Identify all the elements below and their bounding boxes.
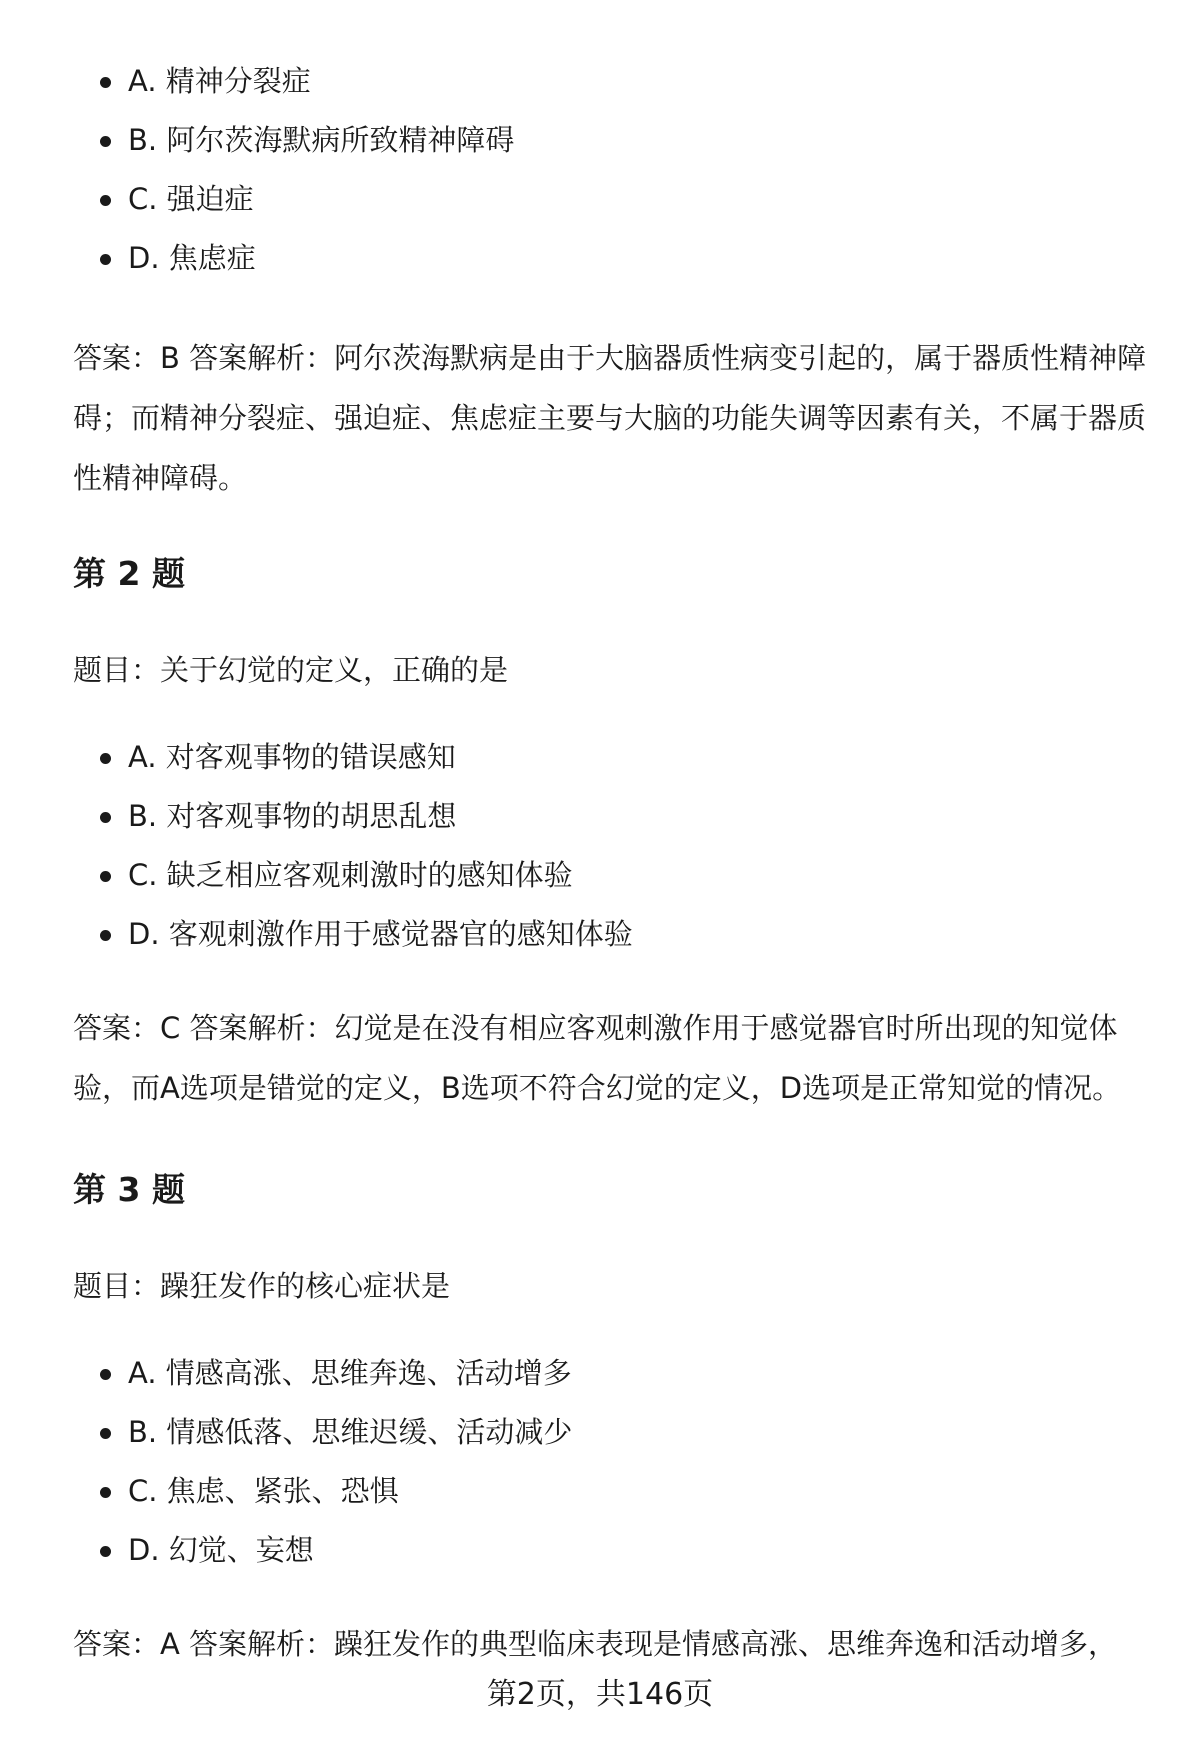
bullet-icon	[100, 77, 111, 88]
option-text: B. 阿尔茨海默病所致精神障碍	[128, 123, 515, 157]
option-item	[73, 1462, 1148, 1521]
option-text: A. 对客观事物的错误感知	[128, 740, 456, 774]
option-text: C. 强迫症	[128, 182, 254, 216]
bullet-icon	[100, 871, 111, 882]
bullet-icon	[100, 1369, 111, 1380]
bullet-icon	[100, 1487, 111, 1498]
option-text: D. 幻觉、妄想	[128, 1533, 314, 1567]
option-item	[73, 728, 1148, 787]
option-text: A. 情感高涨、思维奔逸、活动增多	[128, 1356, 572, 1390]
option-item	[73, 170, 1148, 229]
question-2-block	[73, 728, 1148, 964]
option-text: B. 情感低落、思维迟缓、活动减少	[128, 1415, 573, 1449]
question-2-options	[73, 728, 1148, 964]
question-3-stem: 题目：躁狂发作的核心症状是	[73, 1269, 451, 1303]
question-3-heading: 第 3 题	[73, 1170, 185, 1209]
bullet-icon	[100, 1428, 111, 1439]
bullet-icon	[100, 753, 111, 764]
option-item	[73, 52, 1148, 111]
option-text: D. 客观刺激作用于感觉器官的感知体验	[128, 917, 633, 951]
bullet-icon	[100, 1546, 111, 1557]
page-footer: 第2页，共146页	[486, 1677, 714, 1712]
option-text: B. 对客观事物的胡思乱想	[128, 799, 457, 833]
option-item	[73, 1521, 1148, 1580]
question-3-answer: 答案：A 答案解析：躁狂发作的典型临床表现是情感高涨、思维奔逸和活动增多，	[73, 1627, 1118, 1661]
question-1-answer: 答案：B 答案解析：阿尔茨海默病是由于大脑器质性病变引起的，属于器质性精神障碍；而精神分裂症、强迫症、焦虑症主要与大脑的功能失调等因素有关，不属于器质性精神障碍。	[73, 341, 1147, 495]
question-2-stem: 题目：关于幻觉的定义，正确的是	[73, 653, 509, 687]
option-text: A. 精神分裂症	[128, 64, 311, 98]
question-1-block	[73, 52, 1148, 288]
option-item	[73, 1344, 1148, 1403]
question-2-answer: 答案：C 答案解析：幻觉是在没有相应客观刺激作用于感觉器官时所出现的知觉体验，而A选项是错觉的定义，B选项不符合幻觉的定义，D选项是正常知觉的情况。	[73, 1011, 1122, 1105]
bullet-icon	[100, 254, 111, 265]
question-2-heading: 第 2 题	[73, 554, 185, 593]
option-item	[73, 111, 1148, 170]
option-item	[73, 229, 1148, 288]
option-item	[73, 1403, 1148, 1462]
option-item	[73, 846, 1148, 905]
bullet-icon	[100, 136, 111, 147]
question-3-options	[73, 1344, 1148, 1580]
bullet-icon	[100, 930, 111, 941]
question-3-block	[73, 1344, 1148, 1580]
question-1-options	[73, 52, 1148, 288]
option-text: C. 缺乏相应客观刺激时的感知体验	[128, 858, 573, 892]
option-text: C. 焦虑、紧张、恐惧	[128, 1474, 399, 1508]
option-item	[73, 787, 1148, 846]
option-item	[73, 905, 1148, 964]
bullet-icon	[100, 812, 111, 823]
option-text: D. 焦虑症	[128, 241, 256, 275]
bullet-icon	[100, 195, 111, 206]
